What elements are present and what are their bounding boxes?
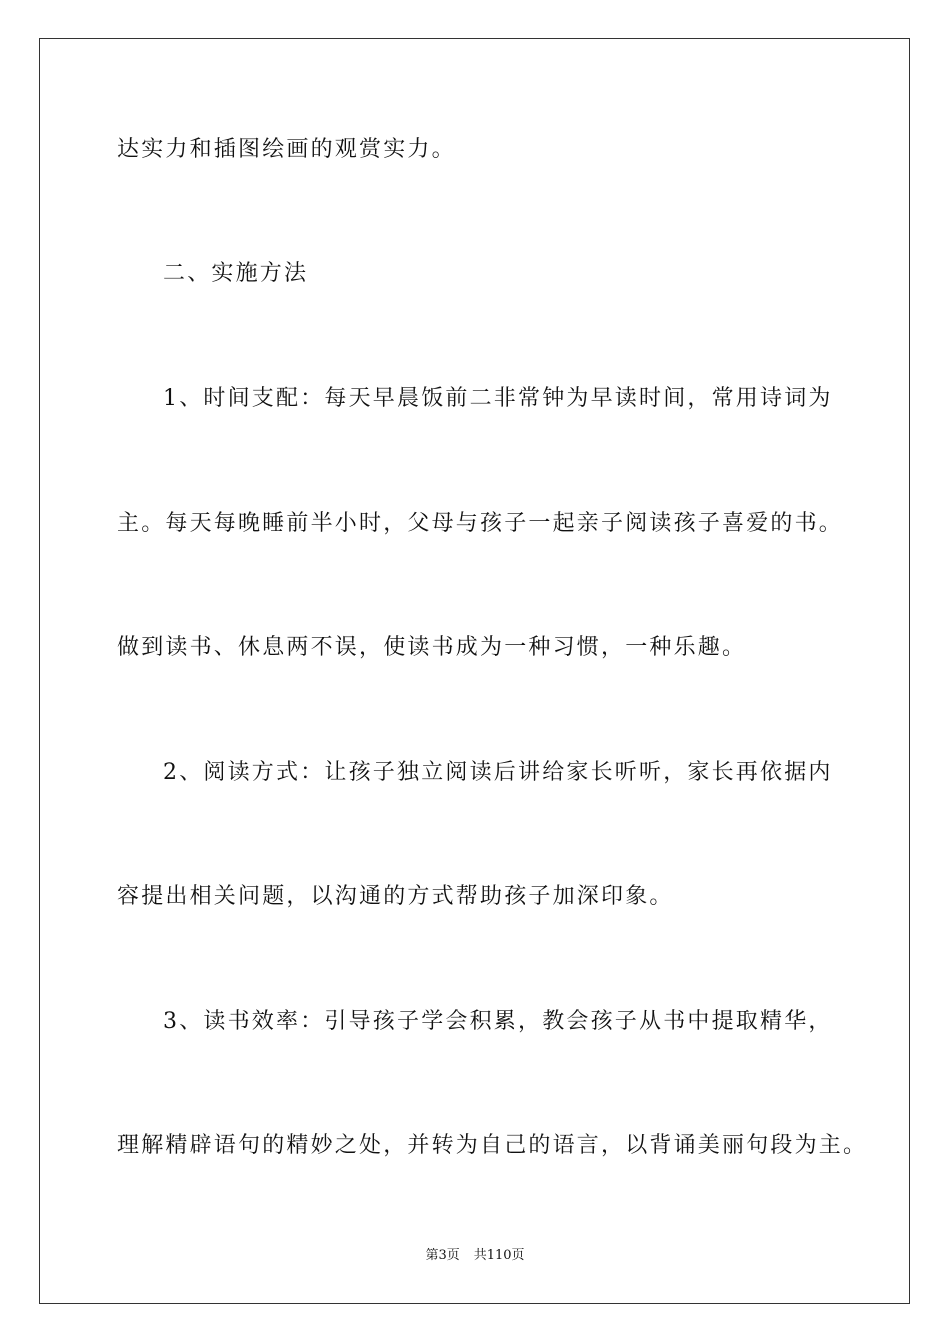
paragraph-line: 理解精辟语句的精妙之处，并转为自己的语言，以背诵美丽句段为主。 <box>117 1133 868 1158</box>
paragraph-line: 2、阅读方式：让孩子独立阅读后讲给家长听听，家长再依据内 <box>163 760 833 785</box>
paragraph-line: 容提出相关问题，以沟通的方式帮助孩子加深印象。 <box>117 884 674 909</box>
page-footer <box>0 1246 950 1266</box>
paragraph-line: 3、读书效率：引导孩子学会积累，教会孩子从书中提取精华， <box>163 1009 833 1034</box>
section-heading: 二、实施方法 <box>163 261 309 286</box>
paragraph-line: 1、时间支配：每天早晨饭前二非常钟为早读时间，常用诗词为 <box>163 386 833 411</box>
paragraph-line: 做到读书、休息两不误，使读书成为一种习惯，一种乐趣。 <box>117 635 747 660</box>
paragraph-line: 达实力和插图绘画的观赏实力。 <box>117 137 456 162</box>
page-border <box>39 38 910 1304</box>
page-total: 共110页 <box>473 1248 525 1263</box>
page-number: 第3页 <box>425 1248 460 1263</box>
paragraph-line: 主。每天每晚睡前半小时，父母与孩子一起亲子阅读孩子喜爱的书。 <box>117 511 844 536</box>
